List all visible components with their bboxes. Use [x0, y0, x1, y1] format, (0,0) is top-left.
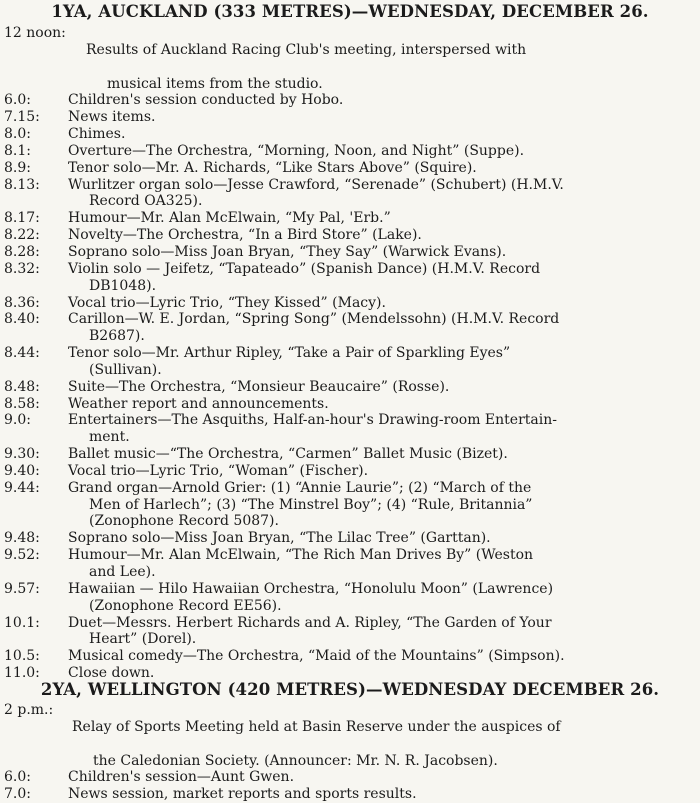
programme-entry: [0, 530, 700, 547]
entry-time: 8.40:: [4, 311, 40, 328]
entry-time: 8.22:: [4, 227, 40, 244]
programme-entry: [0, 615, 700, 649]
entry-text: Grand organ—Arnold Grier: (1) “Annie Laurie”; (2) “March of the Men of Harlech”; (3) “The Minstrel Boy”; (4) “Rule, Britannia” (Zonophone Record 5087).: [68, 479, 533, 530]
programme-entry: [0, 345, 700, 379]
entry-text: Suite—The Orchestra, “Monsieur Beaucaire” (Rosse).: [68, 378, 450, 395]
entry-time: 9.44:: [4, 479, 40, 496]
entry-text: Musical comedy—The Orchestra, “Maid of the Mountains” (Simpson).: [68, 648, 565, 665]
programme-entry: [0, 210, 700, 227]
entry-time: 12 noon:: [4, 25, 66, 41]
programme-entry: [0, 547, 700, 581]
entry-text: Ballet music—“The Orchestra, “Carmen” Ballet Music (Bizet).: [68, 446, 508, 463]
entry-time: 10.1:: [4, 614, 40, 631]
entry-time: 8.1:: [4, 142, 31, 159]
programme-entry: [0, 261, 700, 295]
entry-text: Children's session—Aunt Gwen.: [68, 769, 295, 786]
entry-text: Novelty—The Orchestra, “In a Bird Store” (Lake).: [68, 227, 422, 244]
entry-text: Overture—The Orchestra, “Morning, Noon, and Night” (Suppe).: [68, 142, 525, 159]
entry-time: 8.48:: [4, 378, 40, 395]
programme-entry: [0, 379, 700, 396]
entry-time: 9.30:: [4, 446, 40, 463]
programme-entry: [0, 177, 700, 211]
entry-time: 2 p.m.:: [4, 702, 54, 718]
programme-entry: [0, 126, 700, 143]
entry-text: Chimes.: [68, 126, 126, 143]
entry-text: Soprano solo—Miss Joan Bryan, “They Say” (Warwick Evans).: [68, 243, 507, 260]
entry-time: 6.0:: [4, 769, 31, 786]
programme-entry: [0, 244, 700, 261]
programme-entry: [0, 581, 700, 615]
entry-time: 8.0:: [4, 126, 31, 143]
programme-entry: [0, 463, 700, 480]
programme-entry: [0, 786, 700, 803]
programme-list-2ya: [0, 702, 700, 803]
entry-text: News items.: [68, 109, 156, 126]
entry-text: Humour—Mr. Alan McElwain, “The Rich Man Drives By” (Weston and Lee).: [68, 547, 534, 580]
programme-entry: [0, 311, 700, 345]
programme-entry: [0, 648, 700, 665]
entry-text: Vocal trio—Lyric Trio, “They Kissed” (Macy).: [68, 294, 386, 311]
section-heading-1ya: 1YA, AUCKLAND (333 METRES)—WEDNESDAY, DECEMBER 26.: [51, 2, 649, 21]
entry-time: 8.44:: [4, 345, 40, 362]
entry-time: 9.40:: [4, 462, 40, 479]
entry-time: 8.28:: [4, 243, 40, 260]
programme-entry: [0, 109, 700, 126]
entry-text: Duet—Messrs. Herbert Richards and A. Ripley, “The Garden of Your Heart” (Dorel).: [68, 614, 552, 648]
entry-text: Results of Auckland Racing Club's meeting, interspersed with musical items from the studio.: [86, 41, 527, 92]
entry-time: 9.52:: [4, 547, 40, 564]
programme-entry: [0, 295, 700, 312]
programme-entry: [0, 446, 700, 463]
entry-text: Wurlitzer organ solo—Jesse Crawford, “Serenade” (Schubert) (H.M.V. Record OA325).: [68, 176, 564, 210]
entry-time: 10.5:: [4, 648, 40, 665]
entry-time: 8.13:: [4, 176, 40, 193]
programme-entry: [0, 92, 700, 109]
entry-time: 8.36:: [4, 294, 40, 311]
programme-entry: [0, 702, 700, 769]
entry-time: 9.0:: [4, 412, 31, 429]
entry-text: Humour—Mr. Alan McElwain, “My Pal, 'Erb.”: [68, 210, 391, 227]
entry-text: Hawaiian — Hilo Hawaiian Orchestra, “Honolulu Moon” (Lawrence) (Zonophone Record EE56).: [68, 580, 554, 614]
entry-time: 7.15:: [4, 109, 40, 126]
entry-text: Tenor solo—Mr. A. Richards, “Like Stars Above” (Squire).: [68, 159, 477, 176]
entry-text: Soprano solo—Miss Joan Bryan, “The Lilac Tree” (Garttan).: [68, 530, 491, 547]
programme-entry: [0, 143, 700, 160]
programme-entry: [0, 160, 700, 177]
entry-time: 8.58:: [4, 395, 40, 412]
entry-text: Carillon—W. E. Jordan, “Spring Song” (Mendelssohn) (H.M.V. Record B2687).: [68, 311, 560, 345]
entry-text: Weather report and announcements.: [68, 395, 329, 412]
entry-text: Close down.: [68, 665, 155, 682]
entry-text: Vocal trio—Lyric Trio, “Woman” (Fischer).: [68, 462, 369, 479]
programme-entry: [0, 227, 700, 244]
section-heading-2ya: 2YA, WELLINGTON (420 METRES)—WEDNESDAY DECEMBER 26.: [40, 680, 660, 699]
programme-entry: [0, 25, 700, 92]
entry-text: Violin solo — Jeifetz, “Tapateado” (Spanish Dance) (H.M.V. Record DB1048).: [68, 260, 541, 294]
programme-entry: [0, 769, 700, 786]
entry-text: Children's session conducted by Hobo.: [68, 92, 344, 109]
entry-time: 9.57:: [4, 580, 40, 597]
entry-time: 6.0:: [4, 92, 31, 109]
programme-entry: [0, 480, 700, 531]
entry-text: Relay of Sports Meeting held at Basin Reserve under the auspices of the Caledonian Society. (Announcer: Mr. N. R. Jacobsen).: [72, 718, 561, 769]
entry-time: 9.48:: [4, 530, 40, 547]
programme-entry: [0, 396, 700, 413]
entry-text: News session, market reports and sports results.: [68, 786, 417, 803]
entry-text: Entertainers—The Asquiths, Half-an-hour's Drawing-room Entertain- ment.: [68, 412, 557, 446]
entry-time: 8.32:: [4, 260, 40, 277]
programme-list-1ya: [0, 25, 700, 682]
entry-time: 11.0:: [4, 665, 40, 682]
programme-entry: [0, 412, 700, 446]
entry-time: 7.0:: [4, 786, 31, 803]
entry-time: 8.9:: [4, 159, 31, 176]
entry-text: Tenor solo—Mr. Arthur Ripley, “Take a Pair of Sparkling Eyes” (Sullivan).: [68, 345, 511, 378]
entry-time: 8.17:: [4, 210, 40, 227]
